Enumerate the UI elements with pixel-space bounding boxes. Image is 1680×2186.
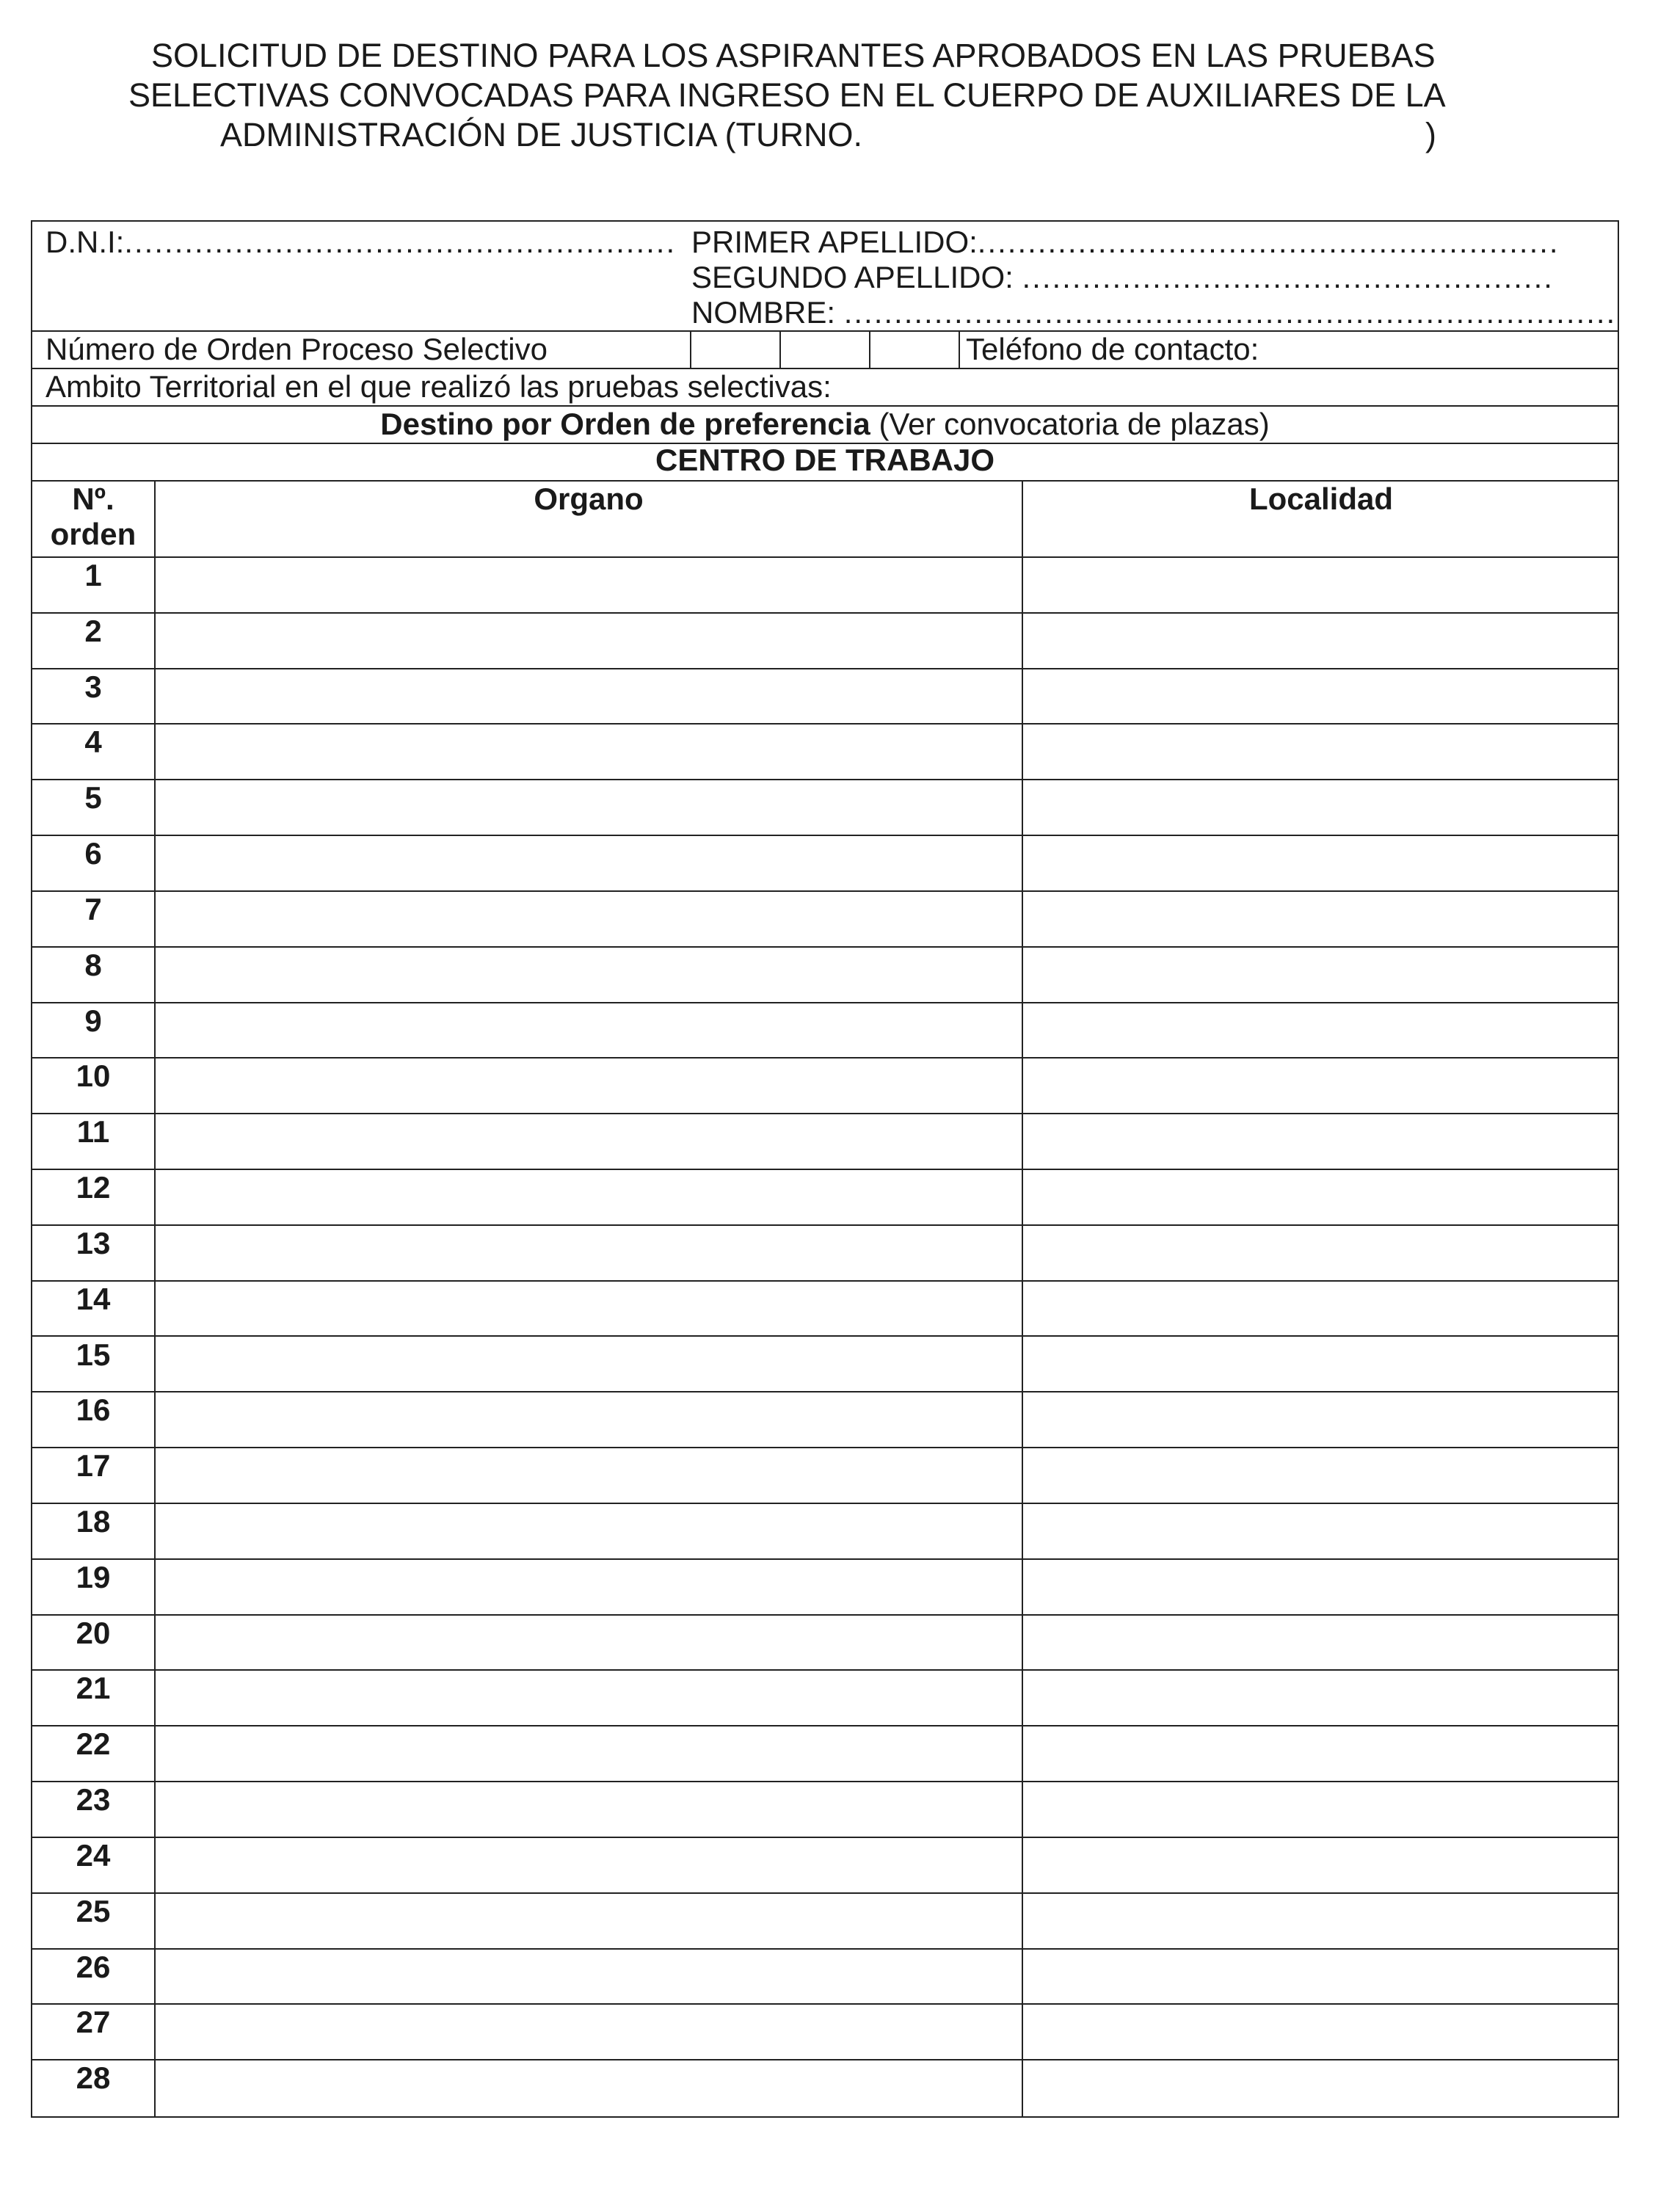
table-row (32, 2060, 1618, 2116)
orden-header-line2: orden (50, 517, 137, 551)
organo-cell[interactable] (156, 614, 1022, 668)
table-row (32, 836, 1618, 892)
numero-orden-label: Número de Orden Proceso Selectivo (46, 332, 548, 366)
primer-apellido-label: PRIMER APELLIDO: (691, 225, 978, 259)
organo-cell[interactable] (156, 1114, 1022, 1169)
ambito-label: Ambito Territorial en el que realizó las pruebas selectivas: (46, 369, 832, 404)
organo-cell[interactable] (156, 2060, 1022, 2116)
localidad-cell[interactable] (1023, 1894, 1618, 1948)
row-number: 7 (84, 891, 102, 926)
row-number: 24 (76, 1837, 111, 1873)
table-row (32, 669, 1618, 725)
localidad-cell[interactable] (1023, 2060, 1618, 2116)
localidad-cell[interactable] (1023, 1448, 1618, 1503)
localidad-cell[interactable] (1023, 2005, 1618, 2059)
table-row (32, 558, 1618, 614)
row-number: 21 (76, 1671, 111, 1706)
primer-apellido-dots: .......................................................... (977, 225, 1560, 259)
table-row (32, 1560, 1618, 1616)
table-row (32, 1504, 1618, 1560)
telefono-label: Teléfono de contacto: (966, 332, 1259, 366)
title-line-2: SELECTIVAS CONVOCADAS PARA INGRESO EN EL CUERPO DE AUXILIARES DE LA (128, 76, 1446, 114)
localidad-cell[interactable] (1023, 836, 1618, 890)
row-number: 13 (76, 1225, 111, 1260)
localidad-cell[interactable] (1023, 1838, 1618, 1892)
row-number: 5 (84, 780, 102, 816)
table-row (32, 1950, 1618, 2005)
row-number: 23 (76, 1782, 111, 1818)
row-number: 28 (76, 2060, 111, 2096)
proceso-row (32, 332, 1618, 369)
row-number: 10 (76, 1058, 111, 1094)
centro-row (32, 444, 1618, 482)
organo-cell[interactable] (156, 1616, 1022, 1670)
organo-cell[interactable] (156, 1894, 1022, 1948)
organo-cell[interactable] (156, 892, 1022, 946)
organo-cell[interactable] (156, 1448, 1022, 1503)
application-form (31, 220, 1619, 2118)
row-number: 19 (76, 1559, 111, 1594)
nombre-field[interactable] (691, 295, 1616, 330)
orden-header (32, 482, 154, 552)
row-number: 2 (84, 613, 102, 648)
localidad-cell[interactable] (1023, 1560, 1618, 1614)
localidad-cell[interactable] (1023, 1950, 1618, 2004)
table-row (32, 1838, 1618, 1894)
row-number: 20 (76, 1615, 111, 1650)
digit-box-2[interactable] (781, 332, 869, 368)
row-number: 8 (84, 947, 102, 982)
table-row (32, 1894, 1618, 1950)
row-number: 14 (76, 1281, 111, 1316)
organo-cell[interactable] (156, 725, 1022, 779)
table-row (32, 1226, 1618, 1282)
primer-apellido-field[interactable] (691, 225, 1560, 260)
row-number: 25 (76, 1893, 111, 1928)
destino-row (32, 407, 1618, 444)
localidad-cell[interactable] (1023, 614, 1618, 668)
table-row (32, 948, 1618, 1003)
organo-cell[interactable] (156, 1782, 1022, 1837)
localidad-cell[interactable] (1023, 725, 1618, 779)
row-number: 9 (84, 1003, 102, 1038)
organo-cell[interactable] (156, 1392, 1022, 1447)
localidad-header: Localidad (1248, 482, 1394, 516)
segundo-apellido-dots: ..................................................... (1022, 260, 1554, 294)
title-line-3: ADMINISTRACIÓN DE JUSTICIA (TURNO. (220, 116, 863, 153)
localidad-cell[interactable] (1023, 1337, 1618, 1392)
row-number: 17 (76, 1448, 111, 1484)
row-number: 3 (84, 669, 102, 704)
organo-cell[interactable] (156, 669, 1022, 724)
organo-cell[interactable] (156, 836, 1022, 890)
organo-cell[interactable] (156, 1838, 1022, 1892)
organo-cell[interactable] (156, 558, 1022, 612)
centro-label: CENTRO DE TRABAJO (655, 443, 995, 477)
orden-header-line1: Nº. (72, 482, 114, 516)
organo-cell[interactable] (156, 1337, 1022, 1392)
table-row (32, 1337, 1618, 1393)
row-number: 12 (76, 1170, 111, 1205)
table-row (32, 2005, 1618, 2060)
organo-cell[interactable] (156, 1950, 1022, 2004)
row-number: 6 (84, 836, 102, 871)
organo-cell[interactable] (156, 1058, 1022, 1113)
nombre-dots: ............................................................................. (843, 295, 1617, 330)
localidad-cell[interactable] (1023, 1170, 1618, 1224)
preference-rows (32, 558, 1618, 2116)
row-number: 1 (84, 558, 102, 592)
localidad-cell[interactable] (1023, 1726, 1618, 1781)
organo-cell[interactable] (156, 1170, 1022, 1224)
localidad-cell[interactable] (1023, 1058, 1618, 1113)
table-row (32, 614, 1618, 669)
row-number: 4 (84, 725, 102, 760)
table-row (32, 1003, 1618, 1059)
table-row (32, 1392, 1618, 1448)
row-number: 15 (76, 1337, 111, 1372)
organo-cell[interactable] (156, 1671, 1022, 1725)
destino-note: (Ver convocatoria de plazas) (879, 407, 1270, 441)
localidad-cell[interactable] (1023, 1114, 1618, 1169)
localidad-cell[interactable] (1023, 948, 1618, 1002)
organo-cell[interactable] (156, 1282, 1022, 1336)
table-row (32, 892, 1618, 948)
segundo-apellido-field[interactable] (691, 260, 1554, 295)
organo-cell[interactable] (156, 948, 1022, 1002)
table-row (32, 780, 1618, 836)
table-row (32, 1671, 1618, 1726)
organo-cell[interactable] (156, 1003, 1022, 1058)
organo-cell[interactable] (156, 1504, 1022, 1558)
nombre-label: NOMBRE: (691, 295, 836, 330)
localidad-cell[interactable] (1023, 1782, 1618, 1837)
row-number: 16 (76, 1392, 111, 1428)
ambito-row[interactable] (32, 369, 1618, 407)
localidad-cell[interactable] (1023, 892, 1618, 946)
destino-heading (32, 407, 1618, 442)
digit-box-divider (959, 332, 960, 368)
localidad-cell[interactable] (1023, 1226, 1618, 1280)
localidad-cell[interactable] (1023, 1671, 1618, 1725)
dni-label: D.N.I: (46, 225, 125, 259)
organo-cell[interactable] (156, 1726, 1022, 1781)
table-row (32, 1114, 1618, 1170)
table-row (32, 1782, 1618, 1838)
table-row (32, 1726, 1618, 1782)
dni-dots: ....................................................... (124, 225, 677, 259)
table-row (32, 1448, 1618, 1504)
localidad-cell[interactable] (1023, 1282, 1618, 1336)
table-row (32, 1170, 1618, 1226)
table-row (32, 1058, 1618, 1114)
row-number: 26 (76, 1949, 111, 1984)
organo-cell[interactable] (156, 2005, 1022, 2059)
table-row (32, 1282, 1618, 1337)
localidad-cell[interactable] (1023, 780, 1618, 835)
title-line-1: SOLICITUD DE DESTINO PARA LOS ASPIRANTES APROBADOS EN LAS PRUEBAS (151, 37, 1436, 74)
row-number: 22 (76, 1726, 111, 1762)
row-number: 11 (76, 1114, 110, 1150)
localidad-cell[interactable] (1023, 1616, 1618, 1670)
personal-data-row (32, 222, 1618, 332)
destino-bold-label: Destino por Orden de preferencia (380, 407, 870, 441)
organo-header: Organo (534, 482, 644, 516)
organo-cell[interactable] (156, 780, 1022, 835)
turno-close-paren: ) (1425, 116, 1436, 153)
telefono-field[interactable] (966, 332, 1259, 367)
digit-box-1[interactable] (691, 332, 779, 368)
localidad-cell[interactable] (1023, 558, 1618, 612)
organo-cell[interactable] (156, 1226, 1022, 1280)
digit-box-3[interactable] (870, 332, 959, 368)
organo-cell[interactable] (156, 1560, 1022, 1614)
dni-field[interactable] (46, 225, 676, 260)
localidad-cell[interactable] (1023, 669, 1618, 724)
row-number: 27 (76, 2005, 111, 2040)
row-number: 18 (76, 1503, 111, 1539)
orden-column-divider (154, 482, 156, 2116)
segundo-apellido-label: SEGUNDO APELLIDO: (691, 260, 1014, 294)
table-header (32, 482, 1618, 558)
organo-column-divider (1022, 482, 1023, 2116)
localidad-cell[interactable] (1023, 1003, 1618, 1058)
table-row (32, 725, 1618, 780)
table-row (32, 1616, 1618, 1671)
localidad-cell[interactable] (1023, 1392, 1618, 1447)
localidad-cell[interactable] (1023, 1504, 1618, 1558)
